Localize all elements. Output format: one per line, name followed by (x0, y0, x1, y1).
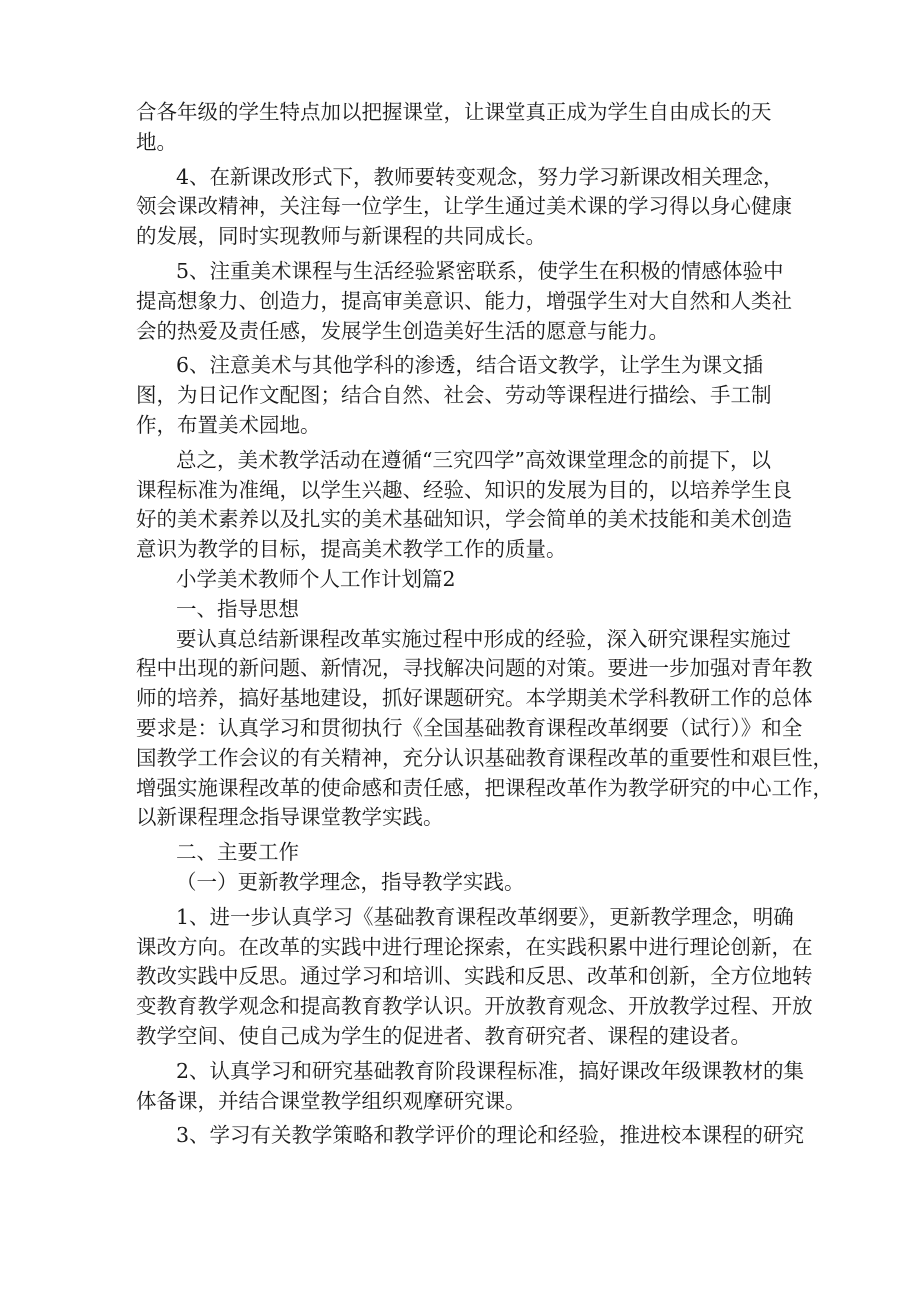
section-title: 小学美术教师个人工作计划篇2 (176, 566, 456, 591)
item-1-line: 1、进一步认真学习《基础教育课程改革纲要》，更新教学理念，明确 (176, 904, 794, 929)
text-line: 课程标准为准绳，以学生兴趣、经验、知识的发展为目的，以培养学生良 (136, 477, 792, 502)
text-line: 提高想象力、创造力，提高审美意识、能力，增强学生对大自然和人类社 (136, 288, 792, 313)
text-line: 国教学工作会议的有关精神，充分认识基础教育课程改革的重要性和艰巨性， (136, 745, 833, 770)
text-line: 以新课程理念指导课堂教学实践。 (136, 805, 444, 830)
text-line: 要求是：认真学习和贯彻执行《全国基础教育课程改革纲要（试行）》和全 (136, 715, 803, 740)
text-line: 课改方向。在改革的实践中进行理论探索，在实践积累中进行理论创新，在 (136, 934, 813, 959)
paragraph-4-line: 4、在新课改形式下，教师要转变观念，努力学习新课改相关理念， (176, 164, 784, 189)
subheading-update-concepts: （一）更新教学理念，指导教学实践。 (176, 869, 525, 894)
text-line: 师的培养，搞好基地建设，抓好课题研究。本学期美术学科教研工作的总体 (136, 686, 813, 711)
text-line: 意识为教学的目标，提高美术教学工作的质量。 (136, 537, 567, 562)
text-line: 会的热爱及责任感，发展学生创造美好生活的愿意与能力。 (136, 318, 669, 343)
text-line: 图，为日记作文配图；结合自然、社会、劳动等课程进行描绘、手工制 (136, 383, 772, 408)
heading-main-work: 二、主要工作 (176, 840, 299, 865)
text-line: 作，布置美术园地。 (136, 412, 321, 437)
paragraph-5-line: 5、注重美术课程与生活经验紧密联系，使学生在积极的情感体验中 (176, 258, 784, 283)
text-line: 变教育教学观念和提高教育教学认识。开放教育观念、开放教学过程、开放 (136, 994, 813, 1019)
item-3-line: 3、学习有关教学策略和教学评价的理论和经验，推进校本课程的研究 (176, 1123, 805, 1148)
text-line: 体备课，并结合课堂教学组织观摩研究课。 (136, 1088, 526, 1113)
text-line: 领会课改精神，关注每一位学生，让学生通过美术课的学习得以身心健康 (136, 194, 792, 219)
text-line: 增强实施课程改革的使命感和责任感，把课程改革作为教学研究的中心工作， (136, 775, 833, 800)
paragraph-6-line: 6、注意美术与其他学科的渗透，结合语文教学，让学生为课文插 (176, 353, 764, 378)
text-line: 好的美术素养以及扎实的美术基础知识，学会简单的美术技能和美术创造 (136, 507, 792, 532)
item-2-line: 2、认真学习和研究基础教育阶段课程标准，搞好课改年级课教材的集 (176, 1058, 805, 1083)
text-line: 程中出现的新问题、新情况，寻找解决问题的对策。要进一步加强对青年教 (136, 656, 813, 681)
text-line: 合各年级的学生特点加以把握课堂，让课堂真正成为学生自由成长的天 (136, 100, 772, 124)
text-line: 教学空间、使自己成为学生的促进者、教育研究者、课程的建设者。 (136, 1023, 751, 1048)
document-page (136, 98, 833, 1151)
text-line: 的发展，同时实现教师与新课程的共同成长。 (136, 224, 546, 249)
text-line: 教改实践中反思。通过学习和培训、实践和反思、改革和创新，全方位地转 (136, 964, 813, 989)
heading-guiding-ideology: 一、指导思想 (176, 596, 299, 621)
summary-line: 总之，美术教学活动在遵循“三究四学”高效课堂理念的前提下，以 (176, 447, 771, 472)
text-line: 地。 (136, 129, 177, 154)
text-line: 要认真总结新课程改革实施过程中形成的经验，深入研究课程实施过 (176, 626, 791, 651)
